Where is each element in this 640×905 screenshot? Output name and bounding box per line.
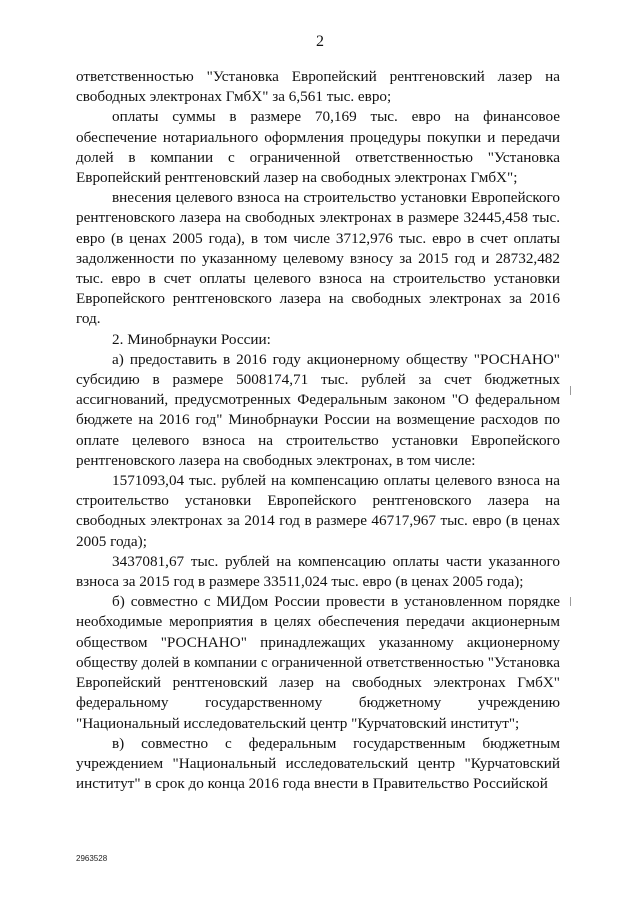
paragraph-compensation-2015: 3437081,67 тыс. рублей на компенсацию оплаты части указанного взноса за 2015 год в размере 33511,024 тыс. евро (в ценах 2005 года); [76,552,560,591]
paragraph-item-b: б) совместно с МИДом России провести в установленном порядке необходимые мероприятия в целях обеспечения передачи акционерным обществом "РОСНАНО" принадлежащих указанному акционерному обществу долей в компании с ограниченной ответственностью "Установка Европейский рентгеновский лазер на свободных электронах ГмбХ" федеральному государственному бюджетному учреждению "Национальный исследовательский центр "Курчатовский институт"; [76,593,560,732]
paragraph-compensation-2014: 1571093,04 тыс. рублей на компенсацию оплаты целевого взноса на строительство установки Европейского рентгеновского лазера на свободных электронах за 2014 год в размере 46717,967 тыс. евро (в ценах 2005 года); [76,472,560,550]
paragraph-item-a: а) предоставить в 2016 году акционерному обществу "РОСНАНО" субсидию в размере 5008174,71 тыс. рублей за счет бюджетных ассигнований, предусмотренных Федеральным законом "О федеральном бюджете на 2016 год" Минобрнауки России на возмещение расходов по оплате целевого взноса на строительство установки Европейского рентгеновского лазера на свободных электронах, в том числе: [76,350,560,469]
page-number: 2 [316,33,324,50]
paragraph-notary-payment: оплаты суммы в размере 70,169 тыс. евро на финансовое обеспечение нотариального оформления процедуры покупки и передачи долей в компании с ограниченной ответственностью "Установка Европейский рентгеновский лазер на свободных электронах ГмбХ"; [76,108,560,187]
margin-mark [570,386,571,395]
document-code: 2963528 [76,854,108,863]
paragraph-item-v: в) совместно с федеральным государственным бюджетным учреждением "Национальный исследовательский центр "Курчатовский институт" в срок до конца 2016 года внести в Правительство Российской [76,734,560,793]
paragraph-target-contribution: внесения целевого взноса на строительство установки Европейского рентгеновского лазера на свободных электронах в размере 32445,458 тыс. евро (в ценах 2005 года), в том числе 3712,976 тыс. евро в счет оплаты задолженности по указанному целевому взносу за 2015 год и 28732,482 тыс. евро в счет оплаты целевого взноса на строительство установки Европейского рентгеновского лазера на свободных электронах за 2016 год. [76,189,560,328]
paragraph-section-2-heading: 2. Минобрнауки России: [112,330,271,348]
margin-mark [570,597,571,606]
document-body [76,67,560,794]
paragraph-continuation: ответственностью "Установка Европейский рентгеновский лазер на свободных электронах ГмбХ" за 6,561 тыс. евро; [76,68,560,106]
